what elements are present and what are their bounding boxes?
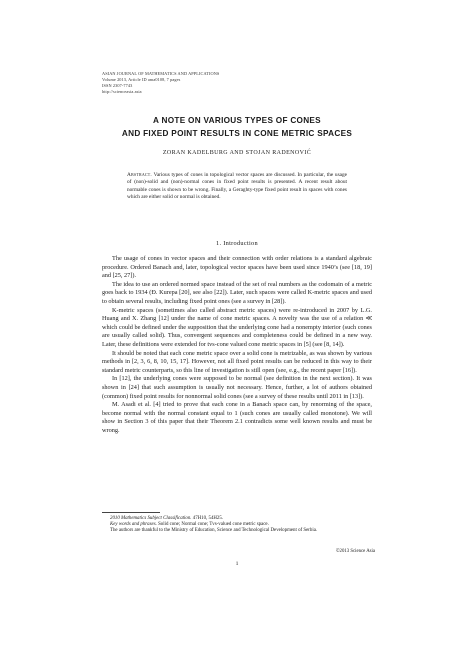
paragraph: M. Asadi et al. [4] tried to prove that each cone in a Banach space can, by renorming of the space, become normal with the normal constant equal to 1 (such cones are usually called monotone). We will show in Section 3 of this paper that their Theorem 2.1 contradicts some well known results and must be wrong. [102,401,372,434]
title-line-2: AND FIXED POINT RESULTS IN CONE METRIC SPACES [121,128,353,138]
paragraph: K-metric spaces (sometimes also called abstract metric spaces) were re-introduced in 2007 by L.G. Huang and X. Zhang [12] under the name of cone metric spaces. A novelty was the use of a relation ≪ which could be defined under the supposition that the underlying cone had a nonempty interior (such cones are usually called solid). Thus, convergent sequences and completeness could be defined in a new way. Later, these definitions were extended for tvs-cone valued cone metric spaces in [5] (see [8, 14]). [102,306,372,348]
msc-label: 2010 Mathematics Subject Classification. [110,516,192,521]
title-line-1: A NOTE ON VARIOUS TYPES OF CONES [153,116,321,125]
abstract-label: Abstract. [127,172,152,178]
thanks-footnote: The authors are thankful to the Ministry of Education, Science and Technological Development of Serbia. [110,528,318,534]
paragraph: The idea to use an ordered normed space instead of the set of real numbers as the codomain of a metric goes back to 1934 (Đ. Kurepa [20], see also [22]). Later, such spaces were called K-metric spaces and used to obtain several results, including fixed point ones (see a survey in [28]). [102,280,372,305]
footnote-rule [102,512,160,513]
abstract-text: Various types of cones in topological vector spaces are discussed. In particular, the usage of (non)-solid and (non)-normal cones in fixed point results is presented. A recent result about normable cones is shown to be wrong. Finally, a Geraghty-type fixed point result in spaces with cones which are either solid or normal is obtained. [127,172,347,200]
abstract [127,172,347,201]
authors: ZORAN KADELBURG AND STOJAN RADENOVIĆ [162,150,312,156]
section-title: 1. Introduction [216,240,258,247]
body-text [102,255,372,435]
journal-issn: ISSN 2307-7743 [102,83,133,89]
paragraph: The usage of cones in vector spaces and their connection with order relations is a standard algebraic procedure. Ordered Banach and, later, topological vector spaces have been used since 1940’s (see [18, 19] and [25, 27]). [102,255,372,280]
msc-value: 47H10, 54H25. [192,516,224,521]
paper-title [0,115,474,140]
paragraph: It should be noted that each cone metric space over a solid cone is metrizable, as was shown by various methods in [2, 3, 6, 8, 10, 15, 17]. However, not all fixed point results can be reduced in this way to their standard metric counterparts, so this line of investigation is still open (see, e.g., the recent paper [16]). [102,349,372,374]
journal-header [102,71,219,95]
keywords-value: Solid cone; Normal cone; Tvs-valued cone metric space. [158,522,269,528]
journal-url: http://scienceasia.asia [102,89,142,95]
copyright: ©2013 Science Asia [335,549,375,554]
footnotes [102,516,372,535]
keywords-label: Key words and phrases. [110,522,157,528]
journal-volume: Volume 2013, Article ID ama0108, 7 pages [102,77,181,83]
page-number: 1 [235,561,239,567]
paragraph: In [12], the underlying cones were supposed to be normal (see definition in the next section). It was shown in [24] that such assumption is usually not necessary. Hence, further, a lot of authors obtained (common) fixed point results for nonnormal solid cones (see a survey of these results until 2011 in [13]). [102,375,372,400]
journal-name: ASIAN JOURNAL OF MATHEMATICS AND APPLICATIONS [102,71,220,76]
